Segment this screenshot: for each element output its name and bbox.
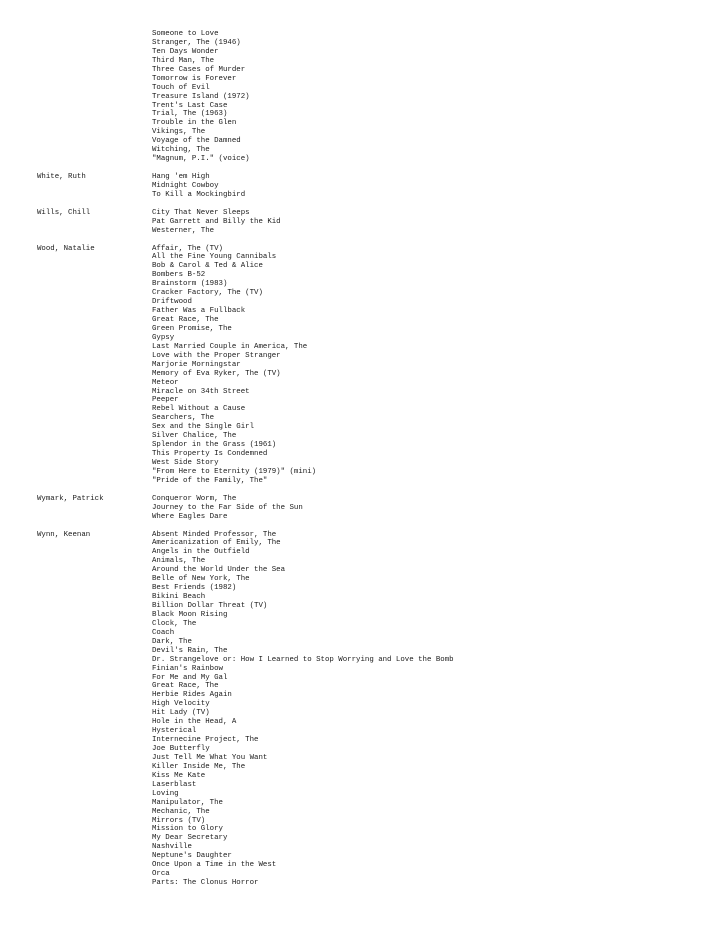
actor-name: Wynn, Keenan [37,530,91,539]
film-title: Affair, The (TV) [152,244,223,253]
film-title: Gypsy [152,333,175,342]
film-title: Dr. Strangelove or: How I Learned to Stop Worrying and Love the Bomb [152,655,454,664]
film-title: Three Cases of Murder [152,65,246,74]
actor-name: Wills, Chill [37,208,91,217]
film-title: Orca [152,870,170,879]
film-title: Billion Dollar Threat (TV) [152,602,268,610]
film-title: Splendor in the Grass (1961) [152,441,277,450]
actor-entry [0,209,728,236]
film-title: Kiss Me Kate [152,771,206,780]
film-title: Stranger, The (1946) [152,38,241,47]
film-title: Trial, The (1963) [152,110,228,119]
film-title: For Me and My Gal [152,673,228,682]
film-title: Last Married Couple in America, The [152,342,308,351]
film-title: Journey to the Far Side of the Sun [152,503,303,512]
film-title: Animals, The [152,557,206,566]
film-title: Bikini Beach [152,593,206,602]
film-title-list [152,173,728,200]
film-title: Once Upon a Time in the West [152,861,277,870]
film-title: Vikings, The [152,128,206,137]
film-title: Conqueror Worm, The [152,494,237,503]
film-title: West Side Story [152,459,219,467]
filmography-page [0,30,728,897]
film-title: Dark, The [152,637,192,646]
film-title: Trouble in the Glen [152,119,237,128]
film-title: "Pride of the Family, The" [152,476,268,485]
film-title: Great Race, The [152,316,219,324]
film-title: High Velocity [152,700,210,709]
film-title: Silver Chalice, The [152,432,237,441]
film-title: All the Fine Young Cannibals [152,253,277,262]
film-title: Best Friends (1982) [152,584,237,593]
film-title: Miracle on 34th Street [152,387,250,396]
film-title: Touch of Evil [152,83,210,92]
film-title-list [152,245,728,486]
film-title: Belle of New York, The [152,575,250,584]
film-title: This Property Is Condemned [152,450,268,459]
film-title: Someone to Love [152,30,219,38]
film-title: Absent Minded Professor, The [152,530,277,539]
film-title-list [152,30,728,164]
film-title: Angels in the Outfield [152,548,250,557]
film-title: Marjorie Morningstar [152,360,241,369]
film-title-list [152,495,728,522]
film-title: Parts: The Clonus Horror [152,879,259,888]
film-title: Internecine Project, The [152,736,259,745]
film-title: My Dear Secretary [152,834,228,843]
film-title: Midnight Cowboy [152,181,219,190]
film-title: Driftwood [152,298,192,307]
film-title: Nashville [152,843,192,852]
actor-name: White, Ruth [37,173,86,181]
film-title: Mirrors (TV) [152,816,206,825]
film-title: Westerner, The [152,226,215,235]
film-title: Father Was a Fullback [152,307,246,316]
film-title-list [152,209,728,236]
film-title: Ten Days Wonder [152,47,219,56]
actor-entry [0,30,728,164]
film-title: Brainstorm (1983) [152,280,228,289]
film-title: Black Moon Rising [152,610,228,619]
film-title: Tomorrow is Forever [152,74,237,83]
actor-entry [0,245,728,486]
film-title: Witching, The [152,146,210,155]
film-title: Hole in the Head, A [152,718,237,727]
film-title: Bombers B-52 [152,271,206,280]
film-title-list [152,531,728,889]
film-title: Treasure Island (1972) [152,92,250,101]
film-title: To Kill a Mockingbird [152,190,246,199]
film-title: Voyage of the Damned [152,137,241,146]
film-title: Bob & Carol & Ted & Alice [152,262,263,271]
actor-name: Wood, Natalie [37,244,95,253]
film-title: City That Never Sleeps [152,208,250,217]
film-title: Pat Garrett and Billy the Kid [152,217,281,226]
film-title: Coach [152,628,175,637]
film-title: Loving [152,789,179,798]
actor-name: Wymark, Patrick [37,494,104,503]
film-title: Devil's Rain, The [152,646,228,655]
film-title: Laserblast [152,780,197,789]
film-title: Just Tell Me What You Want [152,753,268,762]
film-title: Neptune's Daughter [152,852,232,861]
film-title: Trent's Last Case [152,101,228,110]
film-title: Meteor [152,378,179,387]
film-title: Finian's Rainbow [152,664,223,673]
film-title: Green Promise, The [152,324,232,333]
film-title: Hit Lady (TV) [152,709,210,718]
film-title: Mechanic, The [152,807,210,816]
film-title: Manipulator, The [152,798,223,807]
film-title: Hysterical [152,727,197,736]
actor-entry [0,495,728,522]
film-title: Hang 'em High [152,173,210,181]
film-title: Peeper [152,396,179,405]
film-title: Third Man, The [152,56,215,65]
actor-entry [0,173,728,200]
film-title: Americanization of Emily, The [152,539,281,548]
film-title: Around the World Under the Sea [152,566,286,575]
film-title: Mission to Glory [152,825,223,834]
film-title: Love with the Proper Stranger [152,351,281,360]
film-title: Rebel Without a Cause [152,405,246,414]
film-title: Clock, The [152,619,197,628]
film-title: "Magnum, P.I." (voice) [152,155,250,164]
film-title: Great Race, The [152,682,219,691]
film-title: "From Here to Eternity (1979)" (mini) [152,467,317,476]
film-title: Herbie Rides Again [152,691,232,700]
film-title: Memory of Eva Ryker, The (TV) [152,369,281,378]
film-title: Joe Butterfly [152,745,210,753]
film-title: Searchers, The [152,414,215,423]
actor-entry [0,531,728,889]
film-title: Sex and the Single Girl [152,423,255,432]
film-title: Cracker Factory, The (TV) [152,289,263,298]
film-title: Where Eagles Dare [152,512,228,521]
film-title: Killer Inside Me, The [152,762,246,771]
